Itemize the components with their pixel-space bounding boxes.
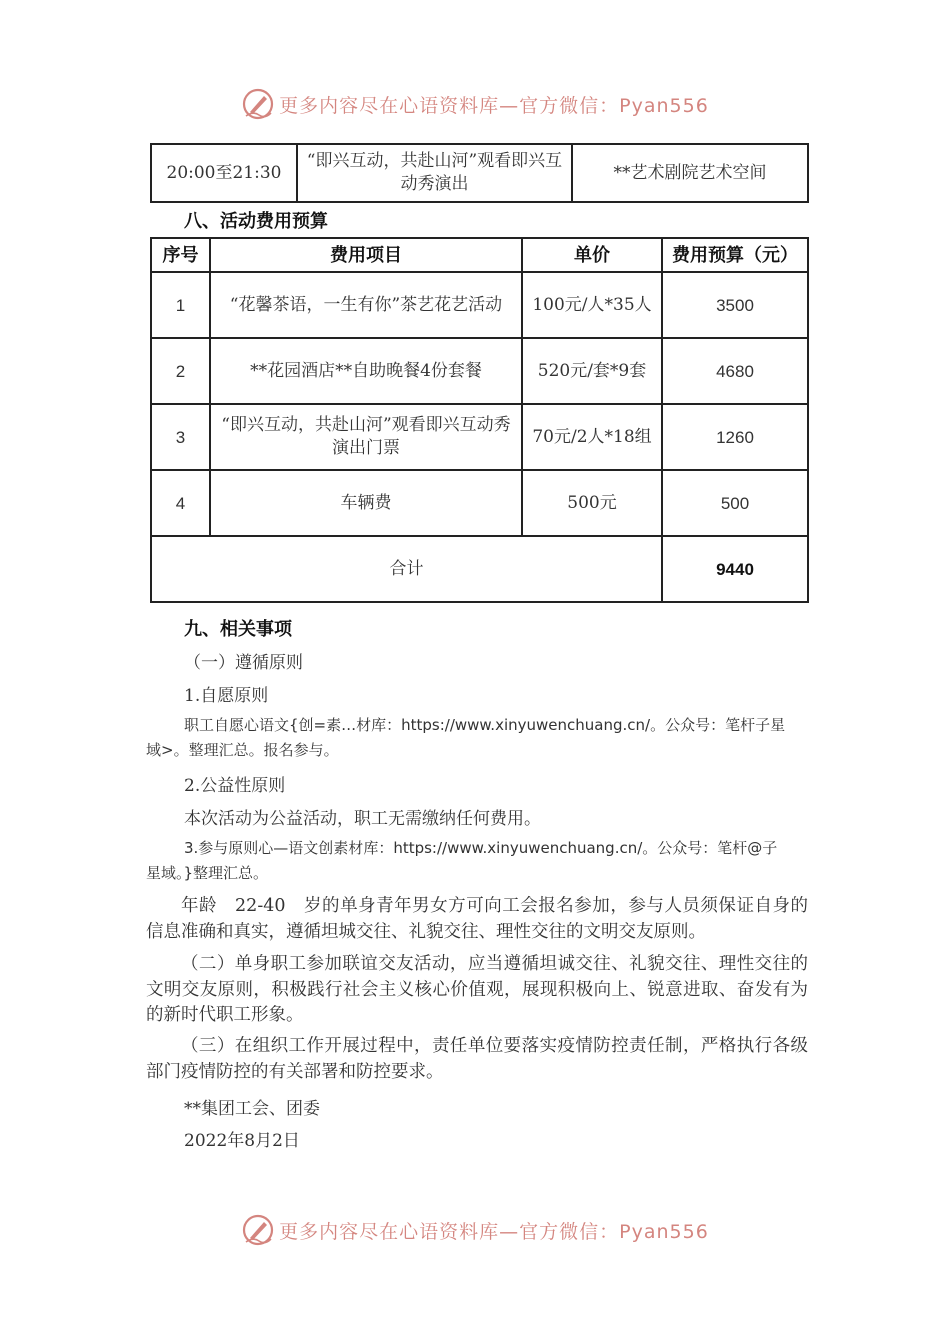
pen-logo-icon [241,87,275,121]
footer-watermark-banner [0,1210,950,1250]
table-total-row [151,536,808,602]
principle-1-text-line1: 职工自愿心语文{创=素…材库：https://www.xinyuwenchuang.cn/。公众号：笔杆子星 [184,716,786,734]
header-price: 单价 [522,238,662,272]
row-no: 2 [151,338,210,404]
row-budget: 500 [662,470,808,536]
section-8-heading: 八、活动费用预算 [184,211,328,232]
row-no: 1 [151,272,210,338]
principle-1-text-line2: 域>。整理汇总。报名参与。 [146,741,339,759]
header-watermark-banner [0,84,950,124]
row-price: 520元/套*9套 [522,338,662,404]
schedule-time: 20:00至21:30 [151,144,297,202]
table-row [151,470,808,536]
schedule-activity: “即兴互动，共赴山河”观看即兴互动秀演出 [297,144,572,202]
row-item: “花馨茶语，一生有你”茶艺花艺活动 [210,272,522,338]
principle-2-title: 2.公益性原则 [184,776,286,796]
principle-3-text-line1: 3.参与原则心—语文创素材库：https://www.xinyuwenchuang.cn/。公众号：笔杆@子 [184,839,778,857]
header-item: 费用项目 [210,238,522,272]
table-row [151,338,808,404]
row-item: 车辆费 [210,470,522,536]
subsection-1-heading: （一）遵循原则 [184,653,303,673]
row-item: “即兴互动，共赴山河”观看即兴互动秀演出门票 [210,404,522,470]
total-value: 9440 [662,536,808,602]
signature-date: 2022年8月2日 [184,1131,300,1151]
row-item: **花园酒店**自助晚餐4份套餐 [210,338,522,404]
subsection-3-paragraph: （三）在组织工作开展过程中，责任单位要落实疫情防控责任制，严格执行各级部门疫情防控的有关部署和防控要求。 [146,1036,808,1082]
pen-logo-icon [241,1213,275,1247]
table-row [151,144,808,202]
principle-2-text: 本次活动为公益活动，职工无需缴纳任何费用。 [184,809,541,829]
table-header-row [151,238,808,272]
banner-text: 更多内容尽在心语资料库—官方微信：Pyan556 [279,1220,709,1243]
subsection-2-paragraph: （二）单身职工参加联谊交友活动，应当遵循坦诚交往、礼貌交往、理性交往的文明交友原则，积极践行社会主义核心价值观，展现积极向上、锐意进取、奋发有为的新时代职工形象。 [146,954,808,1025]
table-row [151,272,808,338]
header-no: 序号 [151,238,210,272]
row-budget: 1260 [662,404,808,470]
table-row [151,404,808,470]
schedule-location: **艺术剧院艺术空间 [572,144,808,202]
row-budget: 4680 [662,338,808,404]
row-price: 70元/2人*18组 [522,404,662,470]
row-price: 500元 [522,470,662,536]
row-budget: 3500 [662,272,808,338]
header-budget: 费用预算（元） [662,238,808,272]
principle-3-body: 年龄 22-40 岁的单身青年男女方可向工会报名参加，参与人员须保证自身的信息准确和真实，遵循坦城交往、礼貌交往、理性交往的文明交友原则。 [146,896,808,942]
budget-table [150,237,809,603]
principle-3-text-line2: 星域。}整理汇总。 [146,864,269,882]
row-no: 3 [151,404,210,470]
principle-1-title: 1.自愿原则 [184,686,269,706]
section-9-heading: 九、相关事项 [184,619,292,640]
banner-text: 更多内容尽在心语资料库—官方微信：Pyan556 [279,94,709,117]
row-no: 4 [151,470,210,536]
row-price: 100元/人*35人 [522,272,662,338]
schedule-table [150,143,809,203]
total-label: 合计 [151,536,662,602]
signature-org: **集团工会、团委 [184,1099,320,1119]
